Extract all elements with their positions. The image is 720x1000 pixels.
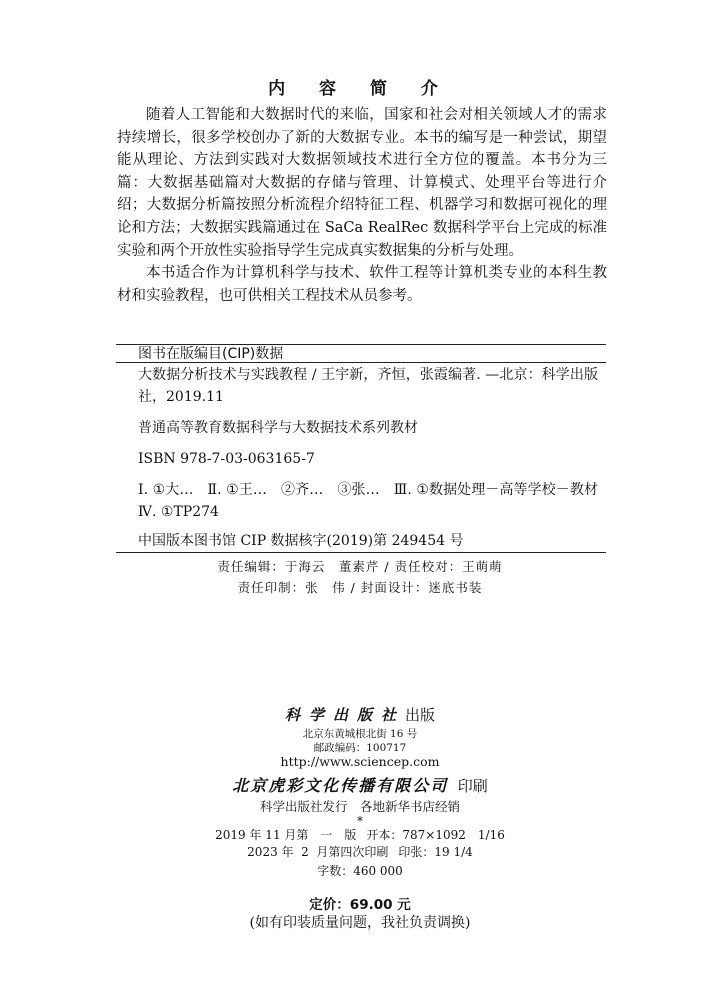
credits-editors: 责任编辑：于海云 董素芹 / 责任校对：王萌萌 [217,559,503,574]
price: 定价：69.00 元 [309,897,411,913]
cip-record [116,364,612,523]
publisher-zipcode: 邮政编码：100717 [313,742,407,754]
printer-suffix: 印刷 [457,777,488,795]
cip-entry: 大数据分析技术与实践教程 / 王宇新，齐恒，张霞编著. —北京：科学出版社，2019.11 [138,367,598,405]
word-count: 字数：460 000 [317,864,403,878]
publisher-suffix: 出版 [405,706,436,724]
page-title: 内 容 简 介 [268,79,452,99]
printer-line [0,773,720,796]
credits-production: 责任印制：张 伟 / 封面设计：迷底书装 [237,580,483,595]
summary-paragraph-2: 本书适合作为计算机科学与技术、软件工程等计算机类专业的本科生教材和实验教程，也可供相关工程技术从员参考。 [117,265,607,304]
summary-paragraph-1: 随着人工智能和大数据时代的来临，国家和社会对相关领域人才的需求持续增长，很多学校创办了新的大数据专业。本书的编写是一种尝试，期望能从理论、方法到实践对大数据领域技术进行全方位的覆盖。本书分为三篇：大数据基础篇对大数据的存储与管理、计算模式、处理平台等进行介绍；大数据分析篇按照分析流程介绍特征工程、机器学习和数据可视化的理论和方法；大数据实践篇通过在 SaCa RealRec 数据科学平台上完成的标准实验和两个开放性实验指导学生完成真实数据集的分析与处理。 [117,107,607,259]
cip-isbn: ISBN 978-7-03-063165-7 [138,451,315,467]
separator-star: * [357,814,363,828]
publisher-line [0,704,720,725]
distribution-line: 科学出版社发行 各地新华书店经销 [259,799,460,814]
publisher-name: 科学出版社 [284,706,405,724]
cip-series: 普通高等教育数据科学与大数据技术系列教材 [138,420,418,436]
sheets-info: 印张：19 1/4 [398,845,473,859]
printing-info: 2023 年 2 月第四次印刷 [247,845,389,859]
printing-line [0,843,720,860]
cip-header: 图书在版编目(CIP)数据 [116,344,606,363]
summary-section [117,104,607,307]
edition-line [0,826,720,843]
edition-info: 2019 年 11 月第 一 版 [215,828,357,842]
cip-classification: Ⅰ. ①大… Ⅱ. ①王… ②齐… ③张… Ⅲ. ①数据处理－高等学校－教材 Ⅳ. ①TP274 [138,482,612,520]
cip-library-record: 中国版本图书馆 CIP 数据核字(2019)第 249454 号 [116,530,606,553]
publisher-url: http://www.sciencep.com [280,754,440,769]
quality-note: (如有印装质量问题，我社负责调换) [249,915,471,931]
printer-name: 北京虎彩文化传播有限公司 [232,776,449,795]
publisher-address: 北京东黄城根北街 16 号 [302,728,418,740]
format-info: 开本：787×1092 1/16 [366,828,505,842]
